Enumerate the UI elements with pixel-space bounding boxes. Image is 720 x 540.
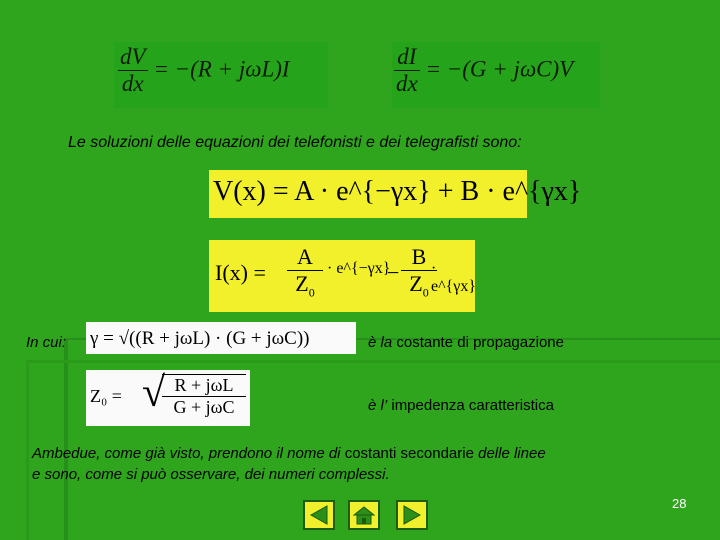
equation-dv-dx: $\frac{dV}{dx}$ = −(R + jωL)I: [114, 42, 328, 108]
gamma-formula: γ = √((R + jωL) · (G + jωC)): [86, 322, 356, 354]
equation-di-dx: $\frac{dI}{dx}$ = −(G + jωC)V: [392, 42, 600, 108]
current-a: A: [287, 244, 323, 271]
gamma-description: è la costante di propagazione: [368, 334, 564, 351]
voltage-solution-formula: V(x) = A · e^{−γx} + B · e^{γx}: [213, 176, 582, 207]
current-z0-b: $Z_0$: [409, 271, 429, 300]
next-slide-button[interactable]: [396, 500, 428, 530]
intro-text: Le soluzioni delle equazioni dei telefonisti e dei telegrafisti sono:: [68, 134, 522, 151]
z0-lhs: Z₀ =: [90, 386, 122, 406]
current-exp-neg: · e^{−γx}: [327, 260, 391, 277]
triangle-right-icon: [400, 504, 424, 526]
decor-stripe-vertical: [64, 338, 68, 540]
current-minus: −: [387, 260, 400, 285]
home-icon: [352, 504, 376, 526]
sqrt-icon: √: [142, 370, 166, 416]
in-cui-label: In cui:: [26, 334, 67, 351]
z0-den: G + jωC: [173, 397, 235, 417]
current-b: B: [401, 244, 437, 271]
triangle-left-icon: [307, 504, 331, 526]
page-number: 28: [672, 496, 687, 511]
home-button[interactable]: [348, 500, 380, 530]
z0-num: R + jωL: [162, 375, 246, 397]
current-exp-pos: · e^{γx}: [431, 260, 477, 295]
z0-description: è l’ impedenza caratteristica: [368, 397, 554, 414]
voltage-solution: [209, 170, 582, 218]
current-z0-a: $Z_0$: [295, 271, 315, 300]
prev-slide-button[interactable]: [303, 500, 335, 530]
current-solution: [209, 240, 475, 312]
current-lhs: I(x) =: [215, 260, 266, 285]
decor-stripe-horizontal: [26, 360, 720, 363]
conclusion-paragraph: Ambedue, come già visto, prendono il nome di costanti secondarie delle linee e sono, come si può osservare, dei numeri complessi.: [32, 445, 546, 483]
decor-stripe-vertical-2: [26, 362, 29, 540]
z0-formula: [86, 370, 250, 426]
